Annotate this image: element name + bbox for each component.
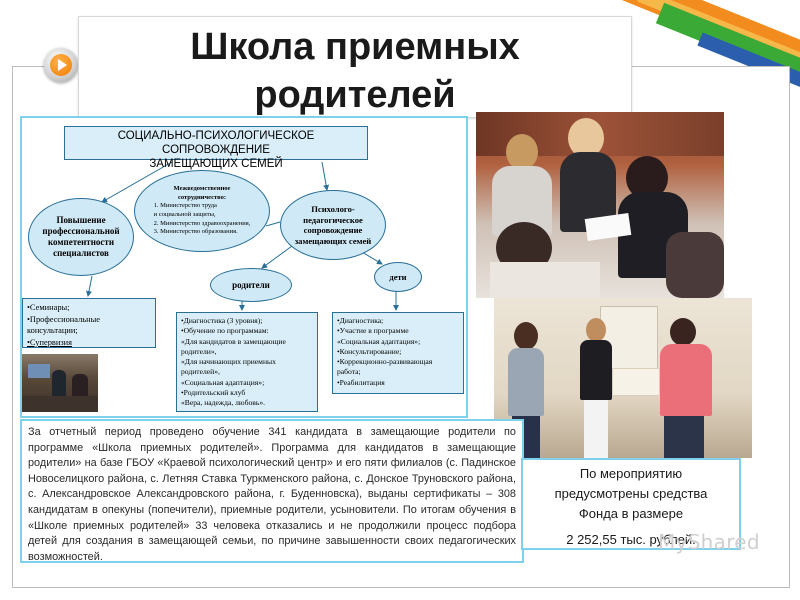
next-slide-button[interactable] bbox=[44, 48, 78, 82]
group-photo bbox=[476, 112, 724, 298]
arrow-to-left-box bbox=[88, 276, 92, 296]
funding-note-line2: предусмотрены средства bbox=[554, 486, 708, 501]
funding-note-line3: Фонда в размере bbox=[578, 506, 684, 521]
slide-title-line2: родителей bbox=[254, 74, 456, 116]
ellipse-parents: родители bbox=[210, 268, 292, 302]
slide-title-line1: Школа приемных bbox=[190, 26, 520, 68]
arrow-right-icon bbox=[50, 54, 72, 76]
info-text-panel bbox=[20, 419, 524, 563]
info-text: За отчетный период проведено обучение 341 кандидата в замещающие родители по программе «Школа приемных родителей». Программа для кандидатов в замещающие родители» на базе ГБОУ «Краевой психологический центр» и его пяти филиалов (с. Падинское Новоселицкого района, с. Летняя Ставка Туркменского района, с. Донское Труновского района, с. Александровское Александровского района, г. Буденновска), выданы сертификаты – 308 кандидатам в опекуны (попечители), приемные родители, усыновители. По итогам обучения в «Школе приемных родителей» 33 человека отказались и не продолжили процесс подбора детей для создания в замещающей семьи, по причине завышенности своих педагогических возможностей. bbox=[28, 426, 516, 563]
diagram-panel bbox=[20, 116, 468, 418]
ellipse-psych-support: Психолого- педагогическое сопровождение замещающих семей bbox=[280, 190, 386, 260]
box-specialists-activities: •Семинары; •Профессиональные консультации; •Супервизия bbox=[22, 298, 156, 348]
funding-amount: 2 252,55 тыс. рублей. bbox=[566, 532, 696, 547]
diagram-header bbox=[64, 126, 368, 170]
funding-note-line1: По мероприятию bbox=[579, 466, 683, 481]
diagram-header-line2: ЗАМЕЩАЮЩИХ СЕМЕЙ bbox=[149, 158, 283, 170]
title-box bbox=[78, 16, 632, 118]
ellipse-interagency: Межведомственное сотрудничество: 1. Министерство труда и социальной защиты, 2. Министерство здравоохранения, 3. Министерство образования. bbox=[134, 170, 270, 252]
team-photo bbox=[494, 298, 752, 458]
link-center-right bbox=[266, 222, 280, 226]
watermark: MyShared bbox=[658, 530, 760, 554]
seminar-photo bbox=[22, 354, 98, 412]
diagram-header-line1: СОЦИАЛЬНО-ПСИХОЛОГИЧЕСКОЕ СОПРОВОЖДЕНИЕ bbox=[117, 130, 315, 156]
box-children-activities: •Диагностика; •Участие в программе «Социальная адаптация»; •Консультирование; •Коррекционно-развивающая работа; •Реабилитация bbox=[332, 312, 464, 394]
ellipse-specialists: Повышение профессиональной компетентности специалистов bbox=[28, 198, 134, 276]
arrow-to-parents bbox=[262, 246, 292, 268]
box-parents-activities: •Диагностика (3 уровня); •Обучение по программам: «Для кандидатов в замещающие родители», «Для начинающих приемных родителей», «Социальная адаптация»; •Родительский клуб «Вера, надежда, любовь». bbox=[176, 312, 318, 412]
ellipse-children: дети bbox=[374, 262, 422, 292]
